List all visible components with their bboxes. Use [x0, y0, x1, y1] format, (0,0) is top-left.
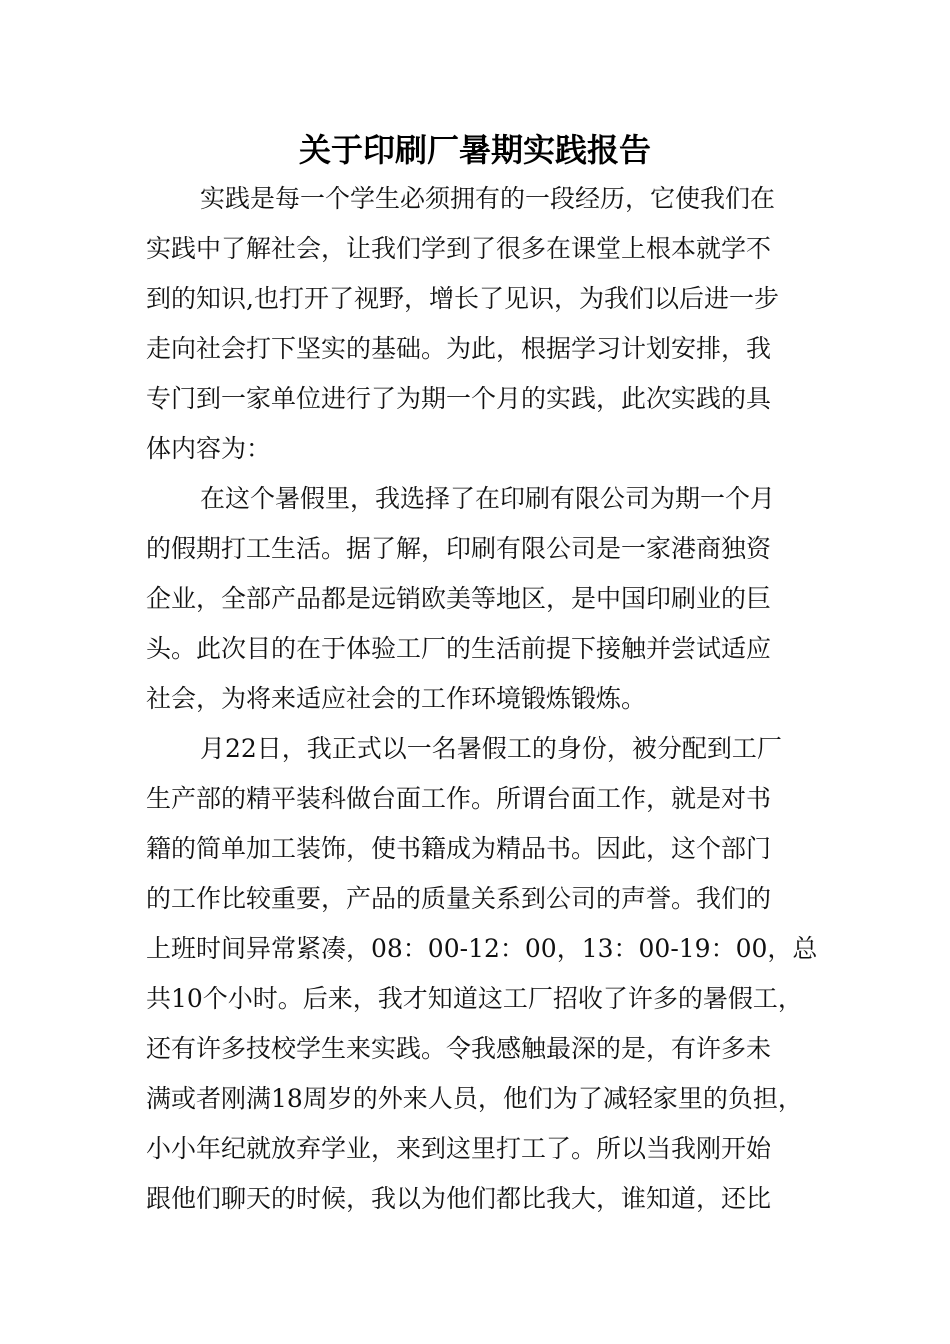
paragraph-line: 体内容为： — [146, 434, 272, 463]
paragraph-line: 在这个暑假里，我选择了在印刷有限公司为期一个月 — [200, 484, 776, 513]
paragraph-line: 专门到一家单位进行了为期一个月的实践，此次实践的具 — [146, 384, 772, 413]
paragraph-line: 走向社会打下坚实的基础。为此，根据学习计划安排，我 — [146, 334, 772, 363]
paragraph-line: 企业，全部产品都是远销欧美等地区，是中国印刷业的巨 — [146, 584, 772, 613]
paragraph-line: 实践中了解社会，让我们学到了很多在课堂上根本就学不 — [146, 234, 772, 263]
paragraph-line: 还有许多技校学生来实践。令我感触最深的是，有许多未 — [146, 1034, 772, 1063]
paragraph-line: 社会，为将来适应社会的工作环境锻炼锻炼。 — [146, 684, 647, 713]
paragraph-line: 月22日，我正式以一名暑假工的身份，被分配到工厂 — [200, 734, 782, 763]
paragraph-line: 共10个小时。后来，我才知道这工厂招收了许多的暑假工， — [146, 984, 803, 1013]
document-body — [146, 174, 818, 1224]
paragraph-line: 上班时间异常紧凑，08：00-12：00，13：00-19：00，总 — [146, 934, 818, 963]
paragraph-line: 满或者刚满18周岁的外来人员，他们为了减轻家里的负担， — [146, 1084, 803, 1113]
document-title: 关于印刷厂暑期实践报告 — [298, 131, 651, 169]
paragraph-line: 实践是每一个学生必须拥有的一段经历，它使我们在 — [200, 184, 776, 213]
paragraph-line: 生产部的精平装科做台面工作。所谓台面工作，就是对书 — [146, 784, 772, 813]
paragraph-line: 跟他们聊天的时候，我以为他们都比我大，谁知道，还比 — [146, 1184, 772, 1213]
paragraph-line: 头。此次目的在于体验工厂的生活前提下接触并尝试适应 — [146, 634, 772, 663]
paragraph-line: 的假期打工生活。据了解，印刷有限公司是一家港商独资 — [146, 534, 772, 563]
paragraph-line: 小小年纪就放弃学业，来到这里打工了。所以当我刚开始 — [146, 1134, 772, 1163]
paragraph-line: 的工作比较重要，产品的质量关系到公司的声誉。我们的 — [146, 884, 772, 913]
paragraph-line: 到的知识,也打开了视野，增长了见识，为我们以后进一步 — [146, 284, 779, 313]
paragraph-line: 籍的简单加工装饰，使书籍成为精品书。因此，这个部门 — [146, 834, 772, 863]
